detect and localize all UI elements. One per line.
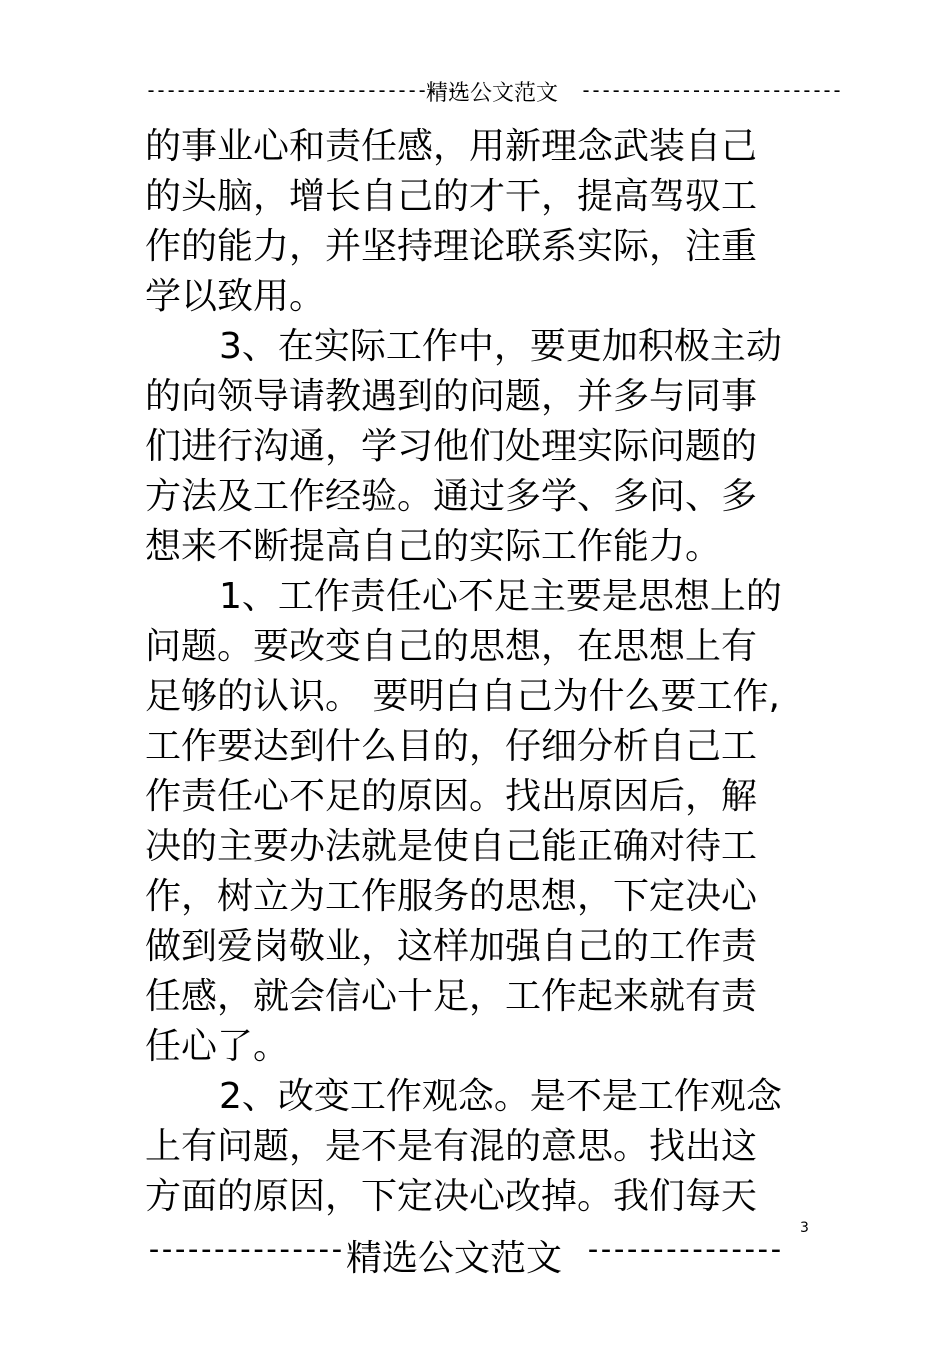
text-line: 足够的认识。 要明白自己为什么要工作,: [145, 676, 780, 717]
text-line: 作的能力，并坚持理论联系实际，注重: [145, 226, 758, 267]
header-dashes-left: --------------------------------: [145, 78, 467, 102]
text-line: 问题。要改变自己的思想，在思想上有: [145, 626, 758, 667]
text-line: 工作要达到什么目的，仔细分析自己工: [145, 726, 758, 767]
text-line: 方面的原因，下定决心改掉。我们每天: [145, 1176, 758, 1217]
document-body: [145, 122, 785, 1222]
page-footer: [0, 1226, 950, 1279]
footer-title: 精选公文范文: [346, 1238, 563, 1279]
paragraph: [145, 122, 785, 322]
paragraph: [145, 322, 785, 572]
header-title: 精选公文范文: [426, 81, 559, 106]
text-line: 1、工作责任心不足主要是思想上的: [219, 576, 782, 617]
text-line: 的向领导请教遇到的问题，并多与同事: [145, 376, 758, 417]
page-header: [0, 72, 950, 112]
text-line: 做到爱岗敬业，这样加强自己的工作责: [145, 926, 758, 967]
text-line: 学以致用。: [145, 276, 326, 317]
text-line: 3、在实际工作中，要更加积极主动: [219, 326, 782, 367]
text-line: 的头脑，增长自己的才干，提高驾驭工: [145, 176, 758, 217]
page-number: 3: [800, 1220, 809, 1236]
text-line: 决的主要办法就是使自己能正确对待工: [145, 826, 758, 867]
footer-dashes-right: ---------------: [584, 1232, 780, 1267]
footer-dashes-left: ---------------: [145, 1232, 341, 1267]
text-line: 2、改变工作观念。是不是工作观念: [219, 1076, 782, 1117]
text-line: 方法及工作经验。通过多学、多问、多: [145, 476, 758, 517]
paragraph: [145, 572, 785, 1072]
text-line: 任心了。: [145, 1026, 290, 1067]
paragraph: [145, 1072, 785, 1222]
text-line: 任感，就会信心十足，工作起来就有责: [145, 976, 758, 1017]
text-line: 的事业心和责任感，用新理念武装自己: [145, 126, 758, 167]
text-line: 想来不断提高自己的实际工作能力。: [145, 526, 722, 567]
header-dashes-right: --------------------------: [580, 78, 842, 102]
text-line: 上有问题，是不是有混的意思。找出这: [145, 1126, 758, 1167]
text-line: 作责任心不足的原因。找出原因后，解: [145, 776, 758, 817]
text-line: 们进行沟通，学习他们处理实际问题的: [145, 426, 758, 467]
text-line: 作，树立为工作服务的思想，下定决心: [145, 876, 758, 917]
